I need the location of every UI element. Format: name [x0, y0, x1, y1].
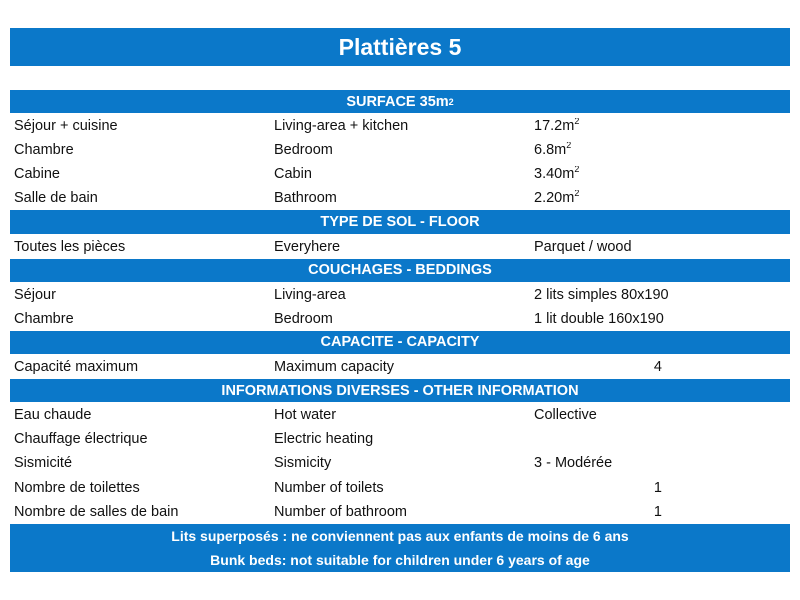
- value: 4: [653, 359, 662, 376]
- label-fr: Salle de bain: [14, 190, 98, 207]
- value-text: 6.8m: [534, 142, 567, 159]
- label-en: Bedroom: [274, 310, 333, 327]
- section-header-surface: SURFACE 35m 2: [10, 90, 790, 114]
- label-fr: Toutes les pièces: [14, 238, 126, 255]
- section-title: COUCHAGES - BEDDINGS: [308, 262, 492, 279]
- label-fr: Chambre: [14, 310, 74, 327]
- value: [534, 190, 790, 206]
- footer-note-en: Bunk beds: not suitable for children under 6 years of age: [10, 548, 790, 572]
- value: 1: [653, 503, 662, 520]
- label-en: Everyhere: [274, 238, 341, 255]
- label-en: Electric heating: [274, 431, 374, 448]
- section-title: INFORMATIONS DIVERSES - OTHER INFORMATION: [221, 382, 579, 399]
- table-row: [10, 162, 790, 186]
- table-row: [10, 451, 790, 475]
- value-text: 17.2m: [534, 118, 575, 135]
- superscript: 2: [574, 190, 580, 199]
- info-table: [10, 90, 790, 572]
- label-en: Sismicity: [274, 455, 332, 472]
- page-title: Plattières 5: [10, 28, 790, 66]
- value: Collective: [534, 407, 597, 424]
- label-en: Hot water: [274, 407, 337, 424]
- label-en: Living-area: [274, 286, 346, 303]
- table-row: [10, 235, 790, 259]
- superscript: 2: [566, 142, 572, 151]
- value: Parquet / wood: [534, 238, 632, 255]
- superscript: 2: [574, 118, 580, 127]
- label-en: Maximum capacity: [274, 359, 395, 376]
- section-title: CAPACITE - CAPACITY: [320, 334, 480, 351]
- table-row: [10, 476, 790, 500]
- label-en: Cabin: [274, 166, 312, 183]
- value: [534, 166, 790, 182]
- label-en: Number of bathroom: [274, 503, 407, 520]
- label-fr: Nombre de salles de bain: [14, 503, 179, 520]
- label-fr: Chambre: [14, 142, 74, 159]
- table-row: [10, 114, 790, 138]
- section-title: SURFACE 35m: [346, 93, 449, 110]
- label-en: Number of toilets: [274, 479, 384, 496]
- table-row: [10, 186, 790, 210]
- label-fr: Séjour: [14, 286, 56, 303]
- value: [534, 142, 790, 158]
- section-header-beddings: [10, 259, 790, 283]
- section-header-floor: [10, 210, 790, 234]
- label-fr: Nombre de toilettes: [14, 479, 140, 496]
- section-header-capacity: [10, 331, 790, 355]
- section-title: TYPE DE SOL - FLOOR: [320, 214, 480, 231]
- label-fr: Chauffage électrique: [14, 431, 148, 448]
- label-en: Bathroom: [274, 190, 337, 207]
- label-fr: Capacité maximum: [14, 359, 139, 376]
- label-fr: Eau chaude: [14, 407, 92, 424]
- label-fr: Séjour + cuisine: [14, 118, 118, 135]
- table-row: [10, 500, 790, 524]
- label-en: Bedroom: [274, 142, 333, 159]
- value: [534, 118, 790, 134]
- superscript: 2: [574, 166, 580, 175]
- value-text: 3.40m: [534, 166, 575, 183]
- table-row: [10, 403, 790, 427]
- section-header-other: [10, 379, 790, 403]
- label-fr: Cabine: [14, 166, 60, 183]
- value-text: 2.20m: [534, 190, 575, 207]
- value: 3 - Modérée: [534, 455, 613, 472]
- table-row: [10, 307, 790, 331]
- value: 1: [653, 479, 662, 496]
- table-row: [10, 427, 790, 451]
- value: 1 lit double 160x190: [534, 310, 664, 327]
- table-row: [10, 355, 790, 379]
- table-row: [10, 138, 790, 162]
- label-fr: Sismicité: [14, 455, 73, 472]
- value: 2 lits simples 80x190: [534, 286, 669, 303]
- footer-note-fr: Lits superposés : ne conviennent pas aux enfants de moins de 6 ans: [10, 524, 790, 548]
- label-en: Living-area + kitchen: [274, 118, 409, 135]
- table-row: [10, 283, 790, 307]
